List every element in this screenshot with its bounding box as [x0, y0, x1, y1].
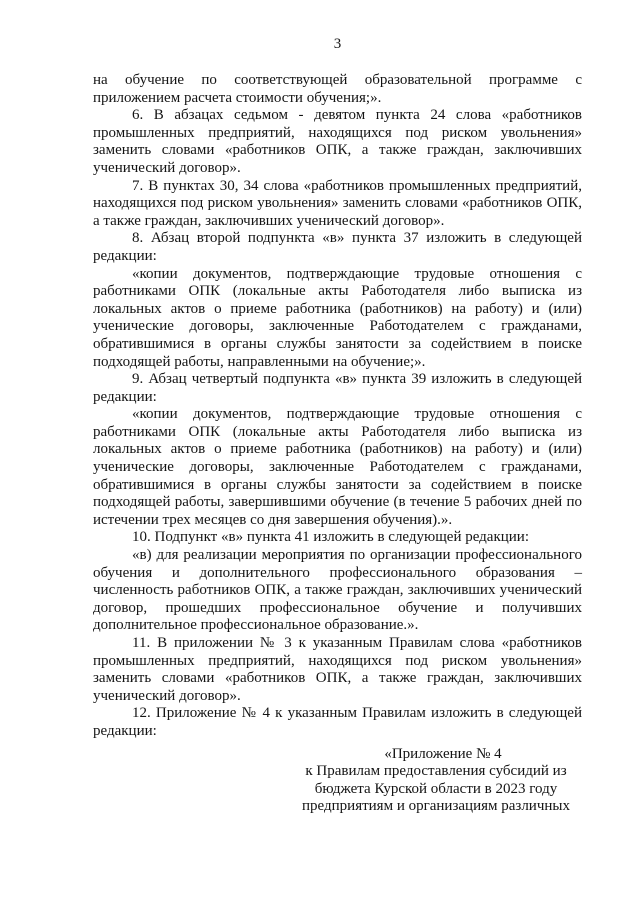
- paragraph-item-12: 12. Приложение № 4 к указанным Правилам изложить в следующей редакции:: [93, 705, 582, 739]
- appendix-line: к Правилам предоставления субсидий из: [305, 763, 567, 780]
- paragraph-item-10: 10. Подпункт «в» пункта 41 изложить в следующей редакции:: [132, 529, 530, 546]
- appendix-title: «Приложение № 4: [384, 745, 502, 762]
- paragraph-quote-10: «в) для реализации мероприятия по организации профессионального обучения и дополнительного профессионального образования – численность работников ОПК, а также граждан, заключивших ученический договор, прошедших профессиональное обучение и получивших дополнительное профессиональное образование.».: [93, 547, 582, 634]
- paragraph-continuation: на обучение по соответствующей образовательной программе с приложением расчета стоимости обучения;».: [93, 72, 582, 106]
- paragraph-item-8: 8. Абзац второй подпункта «в» пункта 37 изложить в следующей редакции:: [93, 230, 582, 264]
- paragraph-quote-9: «копии документов, подтверждающие трудовые отношения с работниками ОПК (локальные акты Работодателя либо выписка из локальных актов о приеме работника (работников) на работу) и (или) ученические договоры, заключенные Работодателем с гражданами, обратившимися в органы службы занятости за содействием в поиске подходящей работы, завершившими обучение (в течение 5 рабочих дней по истечении трех месяцев со дня завершения обучения).».: [93, 406, 582, 528]
- paragraph-item-7: 7. В пунктах 30, 34 слова «работников промышленных предприятий, находящихся под риском увольнения» заменить словами «работников ОПК, а также граждан, заключивших ученический договор».: [93, 177, 582, 229]
- paragraph-item-9: 9. Абзац четвертый подпункта «в» пункта 39 изложить в следующей редакции:: [93, 371, 582, 405]
- appendix-line: бюджета Курской области в 2023 году: [314, 780, 558, 797]
- document-page: [93, 36, 582, 816]
- paragraph-item-6: 6. В абзацах седьмом - девятом пункта 24 слова «работников промышленных предприятий, находящихся под риском увольнения» заменить словами «работников ОПК, а также граждан, заключивших ученический договор».: [93, 107, 582, 176]
- paragraph-quote-8: «копии документов, подтверждающие трудовые отношения с работниками ОПК (локальные акты Работодателя либо выписка из локальных актов о приеме работника (работников) на работу) и (или) ученические договоры, заключенные Работодателем с гражданами, обратившимися в органы службы занятости за содействием в поиске подходящей работы, направленными на обучение;».: [93, 265, 582, 370]
- appendix-header: [301, 746, 571, 816]
- page-number: 3: [333, 36, 342, 52]
- paragraph-item-11: 11. В приложении № 3 к указанным Правилам слова «работников промышленных предприятий, находящихся под риском увольнения» заменить словами «работников ОПК, а также граждан, заключивших ученический договор».: [93, 635, 582, 704]
- appendix-line: предприятиям и организациям различных: [302, 798, 570, 815]
